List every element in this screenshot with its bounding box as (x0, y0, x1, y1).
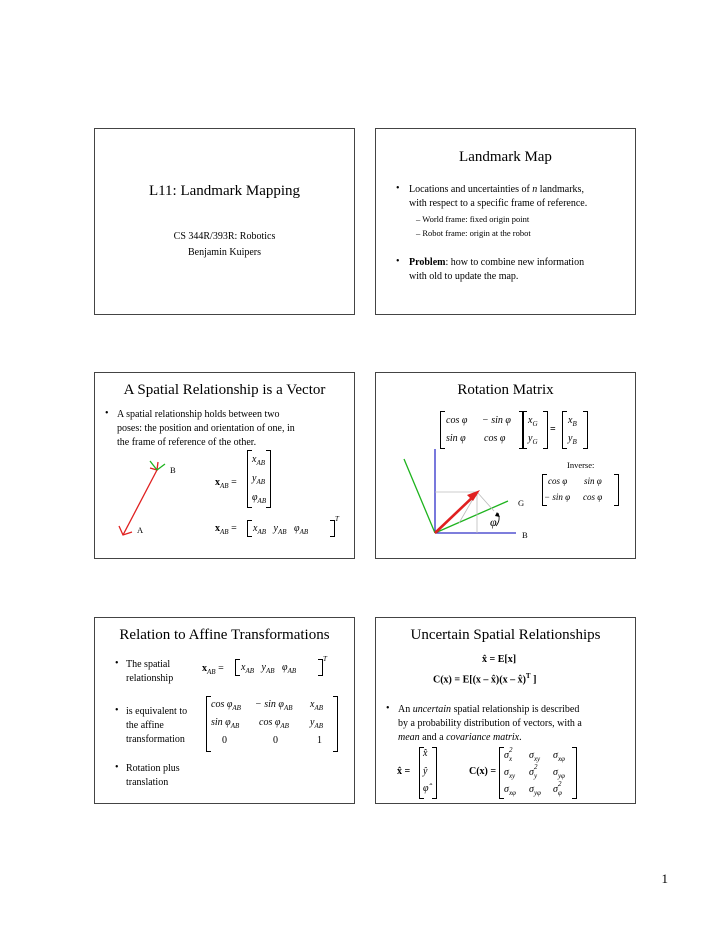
text: y (533, 772, 538, 780)
text: . (519, 732, 522, 743)
slide-rotation-matrix (375, 372, 636, 559)
s21 (504, 767, 515, 780)
s32 (529, 784, 541, 797)
text: AB (277, 528, 287, 536)
transpose-sup: T (323, 655, 327, 663)
bullet-icon: • (386, 703, 390, 714)
text: σ (553, 750, 558, 761)
text: x (528, 415, 533, 426)
text: σ (553, 784, 558, 795)
b2-line2: the affine (126, 720, 164, 731)
text: φ (557, 789, 562, 797)
text: AB (280, 722, 289, 730)
text: AB (257, 528, 267, 536)
text: AB (207, 668, 216, 676)
a-y (310, 717, 323, 730)
bullet2-line1 (409, 256, 584, 269)
v-phi: φ̂ (423, 783, 429, 794)
text: G (532, 420, 538, 428)
inv-sin: sin φ (584, 476, 602, 486)
bullet-icon: • (396, 256, 400, 267)
text: x (568, 415, 573, 426)
s13 (553, 750, 565, 763)
text: AB (314, 722, 324, 730)
text: σ (504, 784, 509, 795)
bullet2-line2: with old to update the map. (409, 271, 519, 282)
bullet-icon: • (115, 705, 119, 716)
text: σ (504, 750, 509, 761)
s31 (504, 784, 516, 797)
text: σ (529, 784, 534, 795)
text: σ (529, 750, 534, 761)
cx-lhs: C(x) = (469, 766, 497, 777)
b2-line1: is equivalent to (126, 706, 188, 717)
text: AB (256, 478, 266, 486)
text: AB (256, 459, 266, 467)
page-number: 1 (661, 871, 668, 886)
text: ] (530, 674, 537, 686)
mean-equation: x̂ = E[x] (482, 654, 517, 665)
text: sin φ (211, 717, 231, 728)
text: C(x) = E[(x – x̂)(x – x̂) (433, 674, 526, 686)
text: x (215, 477, 220, 488)
a-cos2 (259, 717, 289, 730)
label-g: G (518, 498, 525, 508)
text: World frame: fixed origin point (422, 214, 530, 224)
text: mean (398, 732, 420, 743)
xhat-lhs: x̂ = (397, 766, 411, 777)
text: xφ (508, 789, 516, 797)
text: φ (294, 523, 300, 534)
b1-line1: The spatial (126, 659, 171, 670)
slide4-title: Rotation Matrix (457, 382, 554, 398)
text: σ (553, 767, 558, 778)
text: y (252, 473, 257, 484)
text: AB (232, 704, 241, 712)
vector-x (252, 454, 265, 467)
text: x (253, 523, 258, 534)
a-sin (211, 717, 239, 730)
text: y (273, 523, 278, 534)
b1-line2: by a probability distribution of vectors, with a (398, 718, 582, 729)
b1-line2: relationship (126, 673, 174, 684)
text: B (572, 438, 577, 446)
text: AB (220, 528, 229, 536)
text: = (231, 523, 237, 534)
rotation-diagram (376, 373, 636, 559)
m-cos: cos φ (446, 415, 468, 426)
text: T (525, 672, 531, 680)
text: 2 (508, 746, 513, 754)
vector-phi (252, 492, 266, 505)
text: uncertain (412, 704, 452, 715)
text: 2 (557, 780, 562, 788)
text: AB (257, 497, 267, 505)
angle-phi: φ (490, 515, 497, 529)
bullet-icon: • (115, 762, 119, 773)
text: An (398, 704, 413, 715)
b3-line2: translation (126, 777, 169, 788)
text: AB (265, 667, 275, 675)
slide2-title: Landmark Map (459, 149, 552, 165)
text: B (572, 420, 577, 428)
inv-cos: cos φ (548, 476, 568, 486)
text: σ (529, 767, 534, 778)
a-zero2: 0 (273, 735, 278, 746)
text: x (215, 523, 220, 534)
label-b: B (522, 530, 528, 540)
inv-cos2: cos φ (583, 492, 603, 502)
a-cos (211, 699, 241, 712)
sub-bullet-world: – World frame: fixed origin point (416, 214, 530, 224)
bullet-icon: • (115, 658, 119, 669)
text: spatial relationship is described (451, 704, 580, 715)
slide-affine (94, 617, 355, 804)
slide3-title: A Spatial Relationship is a Vector (123, 382, 326, 398)
a-x (310, 699, 323, 712)
pose-label-a: A (137, 525, 144, 535)
m-cos2: cos φ (484, 433, 506, 444)
bullet1-line1 (409, 183, 584, 196)
text: AB (230, 722, 240, 730)
text: Locations and uncertainties of (409, 184, 533, 195)
text: G (532, 438, 538, 446)
slide-spatial-vector (94, 372, 355, 559)
text: x (252, 454, 257, 465)
text: AB (220, 482, 229, 490)
a-msin (255, 699, 293, 712)
text: 2 (533, 763, 538, 771)
text: n (532, 184, 538, 195)
text: and a (419, 732, 447, 743)
text: cos φ (259, 717, 281, 728)
bullet-icon: • (396, 183, 400, 194)
text: AB (287, 667, 297, 675)
text: Robot frame: origin at the robot (422, 228, 531, 238)
text: y (528, 433, 533, 444)
m-msin: − sin φ (482, 415, 511, 426)
a-zero1: 0 (222, 735, 227, 746)
text: y (310, 717, 315, 728)
text: φ (252, 492, 258, 503)
a-one: 1 (317, 735, 322, 746)
text: − sin φ (255, 699, 284, 710)
course-name: CS 344R/393R: Robotics (173, 231, 276, 242)
text: = (231, 477, 237, 488)
slide-landmark-map (375, 128, 636, 315)
b3-line1: Rotation plus (126, 763, 180, 774)
bullet1-line2: with respect to a specific frame of reference. (409, 198, 588, 209)
inv-msin: − sin φ (544, 492, 571, 502)
pose-label-b: B (170, 465, 176, 475)
b1-line1 (398, 703, 579, 716)
inverse-label: Inverse: (567, 460, 595, 470)
s12 (529, 750, 540, 763)
text: Problem (409, 257, 446, 268)
text: xy (533, 755, 541, 763)
slide6-title: Uncertain Spatial Relationships (410, 627, 601, 643)
text: AB (283, 704, 293, 712)
text: AB (314, 704, 324, 712)
slide-uncertain (375, 617, 636, 804)
m-sin: sin φ (446, 433, 466, 444)
bullet-line3: the frame of reference of the other. (117, 437, 257, 448)
v-x: x̂ (423, 748, 428, 759)
equals-sign: = (550, 424, 556, 435)
text: : how to combine new information (445, 257, 585, 268)
text: cos φ (211, 699, 233, 710)
sub-bullet-robot: – Robot frame: origin at the robot (416, 228, 531, 238)
text: x (508, 755, 513, 763)
b1-line3 (398, 731, 522, 744)
row-vector-content: $x_{AB}$ $y_{AB}$ $\varphi_{AB}$ (241, 662, 297, 675)
vector-y (252, 473, 265, 486)
text: σ (504, 767, 509, 778)
cov-equation (433, 672, 536, 685)
text: xy (508, 772, 516, 780)
text: covariance matrix (446, 732, 520, 743)
slide1-title: L11: Landmark Mapping (148, 183, 301, 199)
text: x (310, 699, 315, 710)
text: xφ (557, 755, 565, 763)
author-name: Benjamin Kuipers (187, 247, 262, 258)
bullet-line1: A spatial relationship holds between two (117, 409, 280, 420)
text: y (568, 433, 573, 444)
b2-line3: transformation (126, 734, 185, 745)
text: yφ (533, 789, 541, 797)
text: landmarks, (537, 184, 584, 195)
bullet-line2: poses: the position and orientation of one, in (117, 423, 295, 434)
rel-lhs: $x_{AB}$ = (202, 663, 224, 676)
vector-lhs (215, 477, 237, 490)
s22 (529, 763, 538, 780)
vector-transpose-lhs (215, 523, 237, 536)
s11 (504, 746, 513, 763)
s23 (553, 767, 565, 780)
slide-title (94, 128, 355, 315)
text: AB (245, 667, 255, 675)
row-vector-content (253, 523, 308, 536)
v-y: ŷ (423, 766, 428, 777)
transpose-sup: T (335, 515, 339, 523)
bullet-icon: • (105, 408, 109, 419)
text: AB (299, 528, 309, 536)
text: yφ (557, 772, 565, 780)
s33 (553, 780, 562, 797)
slide5-title: Relation to Affine Transformations (119, 627, 330, 643)
